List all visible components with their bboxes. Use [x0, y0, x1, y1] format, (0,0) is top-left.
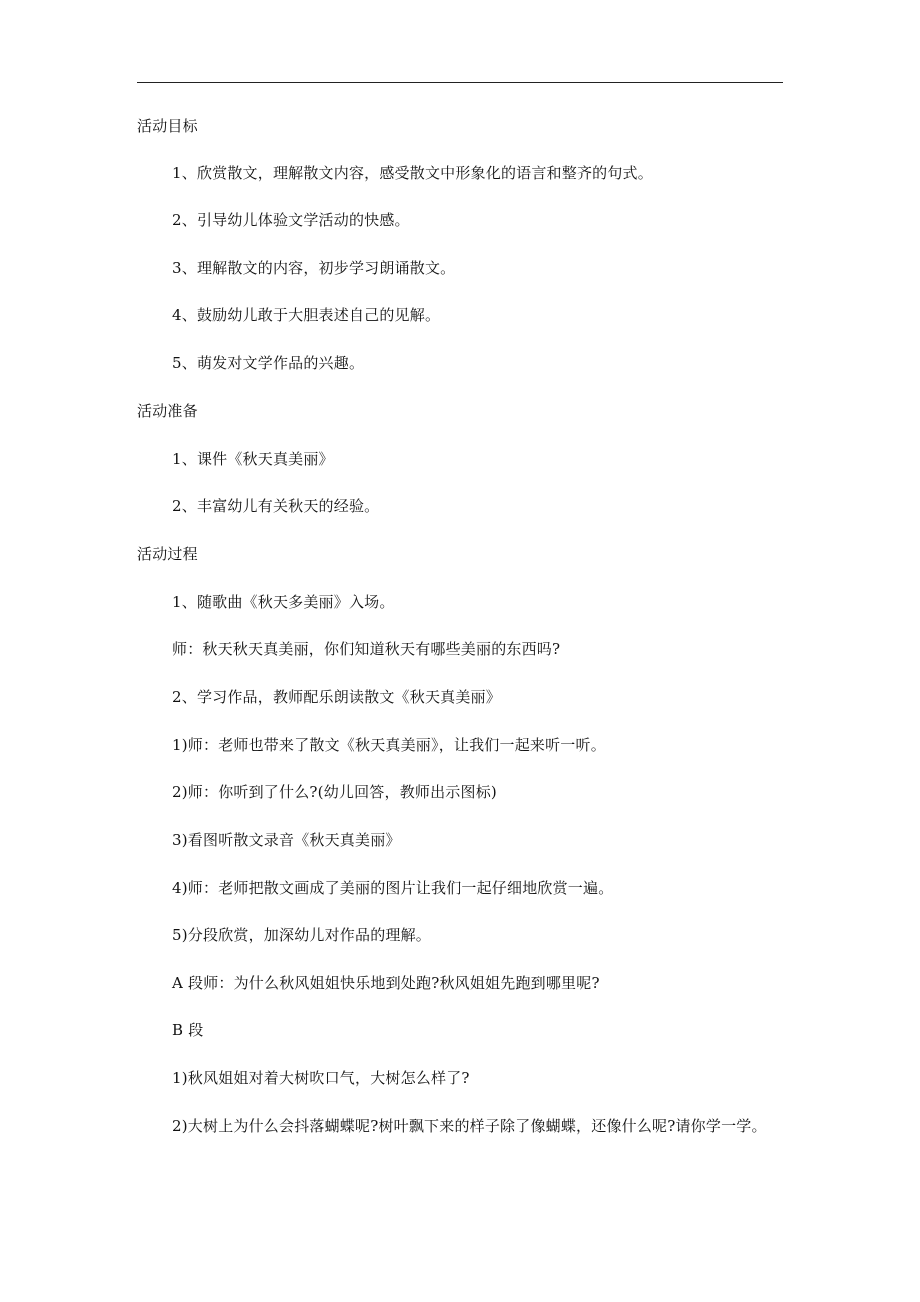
preparation-item-2: 2、丰富幼儿有关秋天的经验。	[172, 497, 380, 515]
section-heading-process: 活动过程	[137, 545, 198, 563]
header-rule	[137, 82, 783, 83]
section-heading-goals: 活动目标	[137, 117, 198, 135]
section-a-question: A 段师：为什么秋风姐姐快乐地到处跑?秋风姐姐先跑到哪里呢?	[172, 974, 600, 992]
process-subitem-4: 4)师：老师把散文画成了美丽的图片让我们一起仔细地欣赏一遍。	[172, 879, 614, 897]
process-teacher-line: 师：秋天秋天真美丽，你们知道秋天有哪些美丽的东西吗?	[172, 640, 561, 658]
process-subitem-3: 3)看图听散文录音《秋天真美丽》	[172, 831, 401, 849]
process-item-1: 1、随歌曲《秋天多美丽》入场。	[172, 593, 395, 611]
process-subitem-5: 5)分段欣赏，加深幼儿对作品的理解。	[172, 926, 431, 944]
goal-item-5: 5、萌发对文学作品的兴趣。	[172, 354, 365, 372]
goal-item-2: 2、引导幼儿体验文学活动的快感。	[172, 211, 410, 229]
preparation-item-1: 1、课件《秋天真美丽》	[172, 450, 334, 468]
process-subitem-2: 2)师：你听到了什么?(幼儿回答，教师出示图标)	[172, 783, 497, 801]
section-b-label: B 段	[172, 1021, 204, 1039]
goal-item-3: 3、理解散文的内容，初步学习朗诵散文。	[172, 259, 456, 277]
goal-item-4: 4、鼓励幼儿敢于大胆表述自己的见解。	[172, 306, 441, 324]
process-item-2: 2、学习作品，教师配乐朗读散文《秋天真美丽》	[172, 688, 501, 706]
section-b-question-1: 1)秋风姐姐对着大树吹口气，大树怎么样了?	[172, 1069, 470, 1087]
process-subitem-1: 1)师：老师也带来了散文《秋天真美丽》，让我们一起来听一听。	[172, 736, 606, 754]
section-heading-preparation: 活动准备	[137, 402, 198, 420]
section-b-question-2: 2)大树上为什么会抖落蝴蝶呢?树叶飘下来的样子除了像蝴蝶，还像什么呢?请你学一学。	[172, 1117, 767, 1135]
goal-item-1: 1、欣赏散文，理解散文内容，感受散文中形象化的语言和整齐的句式。	[172, 164, 653, 182]
